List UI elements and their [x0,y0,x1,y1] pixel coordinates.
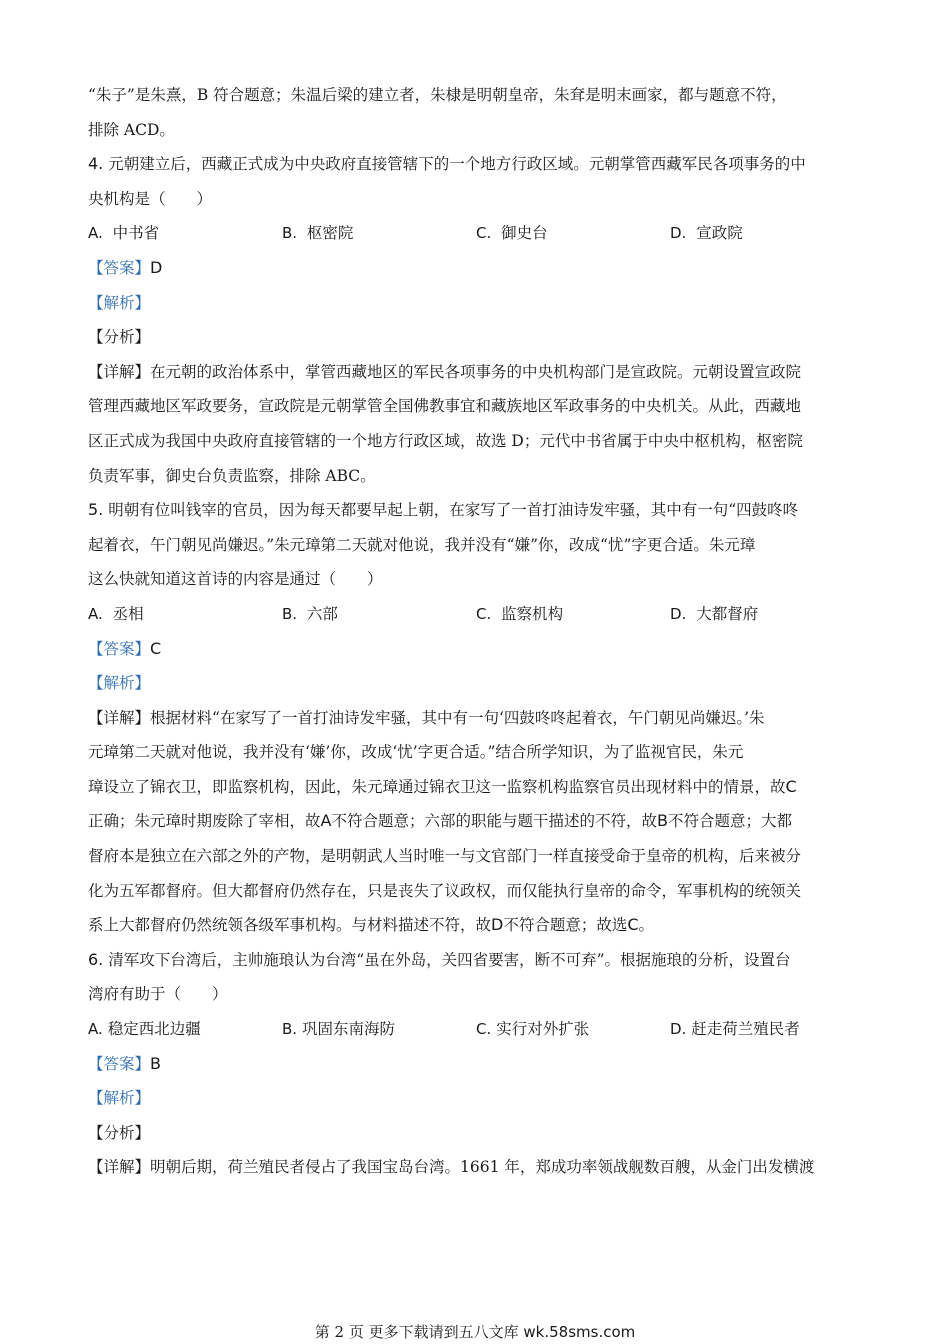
intro-line-2: 排除 ACD。 [88,120,175,139]
q5-detail-line-6: 化为五军都督府。但大都督府仍然存在，只是丧失了议政权，而仅能执行皇帝的命令，军事机构的统领关 [88,881,802,900]
q6-answer [88,1047,864,1082]
document-body [88,78,864,1185]
q6-option-c: C. 实行对外扩张 [476,1020,590,1039]
q5-number: 5. [88,500,104,520]
q5-option-b: B. 六部 [282,604,338,623]
q5-option-d: D. 大都督府 [670,604,759,623]
footer-more-text: 更多下载请到五八文库 [368,1323,519,1341]
q5-stem-line-3: 这么快就知道这首诗的内容是通过（ ） [88,570,383,589]
answer-tag: 【答案】 [88,1054,151,1073]
answer-value: B [150,1053,161,1073]
q4-answer [88,251,864,286]
q5-detail-line-2: 元璋第二天就对他说，我并没有‘嫌’你，改成‘忧’字更合适。”结合所学知识，为了监视官民，朱元 [88,743,744,762]
q6-stem-line-2: 湾府有助于（ ） [88,985,228,1004]
q5-detail-line-1: 【详解】根据材料“在家写了一首打油诗发牢骚，其中有一句‘四鼓咚咚起着衣，午门朝见尚嫌迟。’朱 [88,708,765,727]
q4-option-c: C. 御史台 [476,224,548,243]
q5-detail-line-7: 系上大都督府仍然统领各级军事机构。与材料描述不符，故D不符合题意；故选C。 [88,915,655,935]
q4-detail-line-1: 【详解】在元朝的政治体系中，掌管西藏地区的军民各项事务的中央机构部门是宣政院。元朝设置宣政院 [88,362,802,381]
q4-stem-line-1: 4. 元朝建立后，西藏正式成为中央政府直接管辖下的一个地方行政区域。元朝掌管西藏军民各项事务的中 [88,154,806,174]
answer-value: C [150,638,162,658]
q5-detail-line-5: 督府本是独立在六部之外的产物，是明朝武人当时唯一与文官部门一样直接受命于皇帝的机构，后来被分 [88,847,802,866]
q4-detail-line-4: 负责军事，御史台负责监察，排除 ABC。 [88,466,376,485]
answer-value: D [150,257,163,277]
answer-tag: 【答案】 [88,258,151,277]
q5-options [88,597,864,632]
q6-options [88,1012,864,1047]
q6-option-b: B. 巩固东南海防 [282,1020,396,1039]
q6-option-d: D. 赶走荷兰殖民者 [670,1020,800,1039]
q6-detail-line-1: 【详解】明朝后期，荷兰殖民者侵占了我国宝岛台湾。1661 年，郑成功率领战舰数百艘，从金门出发横渡 [88,1158,815,1177]
analysis-tag: 【解析】 [88,674,151,693]
q4-detail-line-2: 管理西藏地区军政要务，宣政院是元朝掌管全国佛教事宜和藏族地区军政事务的中央机关。从此，西藏地 [88,397,802,416]
q5-option-a: A. 丞相 [88,604,144,623]
detail-tag: 【详解】 [88,1158,151,1177]
q6-stem-line-1: 6. 清军攻下台湾后，主帅施琅认为台湾“虽在外岛，关四省要害，断不可弃”。根据施琅的分析，设置台 [88,949,791,969]
q5-analysis [88,666,864,701]
q6-option-a: A. 稳定西北边疆 [88,1020,201,1039]
q5-detail-line-4: 正确；朱元璋时期废除了宰相，故A不符合题意；六部的职能与题干描述的不符，故B不符合题意；大都 [88,811,792,831]
q5-option-c: C. 监察机构 [476,604,564,623]
q6-number: 6. [88,949,104,969]
fenxi-tag: 【分析】 [88,328,151,347]
page-footer [0,1322,950,1342]
analysis-tag: 【解析】 [88,293,151,312]
q4-option-a: A. 中书省 [88,224,160,243]
fenxi-tag: 【分析】 [88,1123,151,1142]
q4-analysis [88,286,864,321]
q6-fenxi [88,1116,864,1151]
detail-tag: 【详解】 [88,362,151,381]
q5-answer [88,632,864,667]
footer-url-link[interactable]: wk.58sms.com [523,1323,636,1341]
page-number: 第 2 页 [314,1323,364,1341]
q4-option-b: B. 枢密院 [282,224,354,243]
q4-options [88,216,864,251]
q4-fenxi [88,320,864,355]
q4-number: 4. [88,154,104,174]
q5-detail-line-3: 璋设立了锦衣卫，即监察机构，因此，朱元璋通过锦衣卫这一监察机构监察官员出现材料中的情景，故C [88,776,797,796]
answer-tag: 【答案】 [88,639,151,658]
intro-line-1: “朱子”是朱熹，B 符合题意；朱温后梁的建立者，朱棣是明朝皇帝，朱耷是明末画家，都与题意不符， [88,86,787,104]
analysis-tag: 【解析】 [88,1089,151,1108]
q5-stem-line-2: 起着衣，午门朝见尚嫌迟。”朱元璋第二天就对他说，我并没有“嫌”你，改成“忧”字更合适。朱元璋 [88,535,756,554]
q4-option-d: D. 宣政院 [670,224,743,243]
q4-detail-line-3: 区正式成为我国中央政府直接管辖的一个地方行政区域，故选 D；元代中书省属于中央中枢机构，枢密院 [88,431,803,450]
q6-analysis [88,1081,864,1116]
q5-stem-line-1: 5. 明朝有位叫钱宰的官员，因为每天都要早起上朝，在家写了一首打油诗发牢骚，其中有一句“四鼓咚咚 [88,500,799,520]
q4-stem-line-2: 央机构是（ ） [88,189,213,208]
detail-tag: 【详解】 [88,708,151,727]
